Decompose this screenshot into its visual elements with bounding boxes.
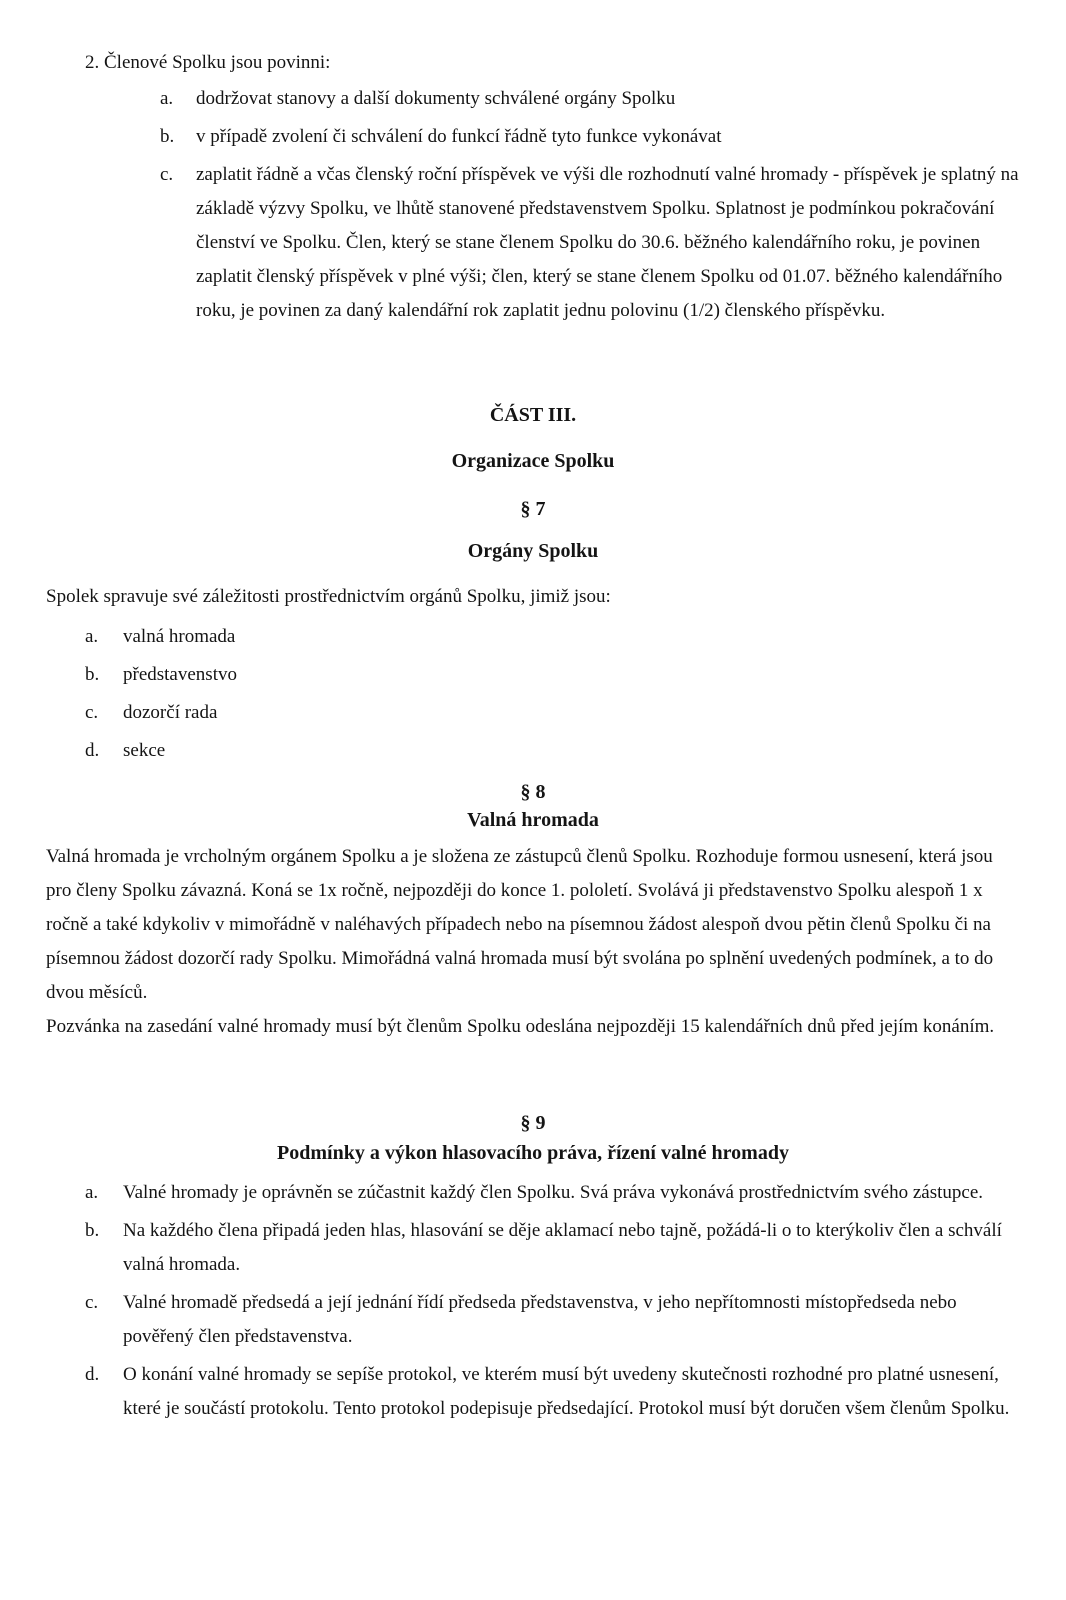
list-item-letter: c.	[160, 164, 174, 185]
section-9-title: Podmínky a výkon hlasovacího práva, řízení valné hromady	[277, 1142, 789, 1164]
list-item	[85, 1176, 1020, 1210]
list-item	[160, 120, 1020, 154]
part-3-subtitle: Organizace Spolku	[451, 450, 615, 472]
list-item-letter: a.	[85, 626, 99, 647]
list-item	[85, 734, 1020, 768]
section-8-paragraph-1: Valná hromada je vrcholným orgánem Spolku a je složena ze zástupců členů Spolku. Rozhoduje formou usnesení, která jsou pro členy Spolku závazná. Koná se 1x ročně, nejpozději do konce 1. pololetí. Svolává ji představenstvo Spolku alespoň 1 x ročně a také kdykoliv v mimořádně v naléhavých případech nebo na písemnou žádost alespoň dvou pětin členů Spolku či na písemnou žádost dozorčí rady Spolku. Mimořádná valná hromada musí být svolána po splnění uvedených podmínek, a to do dvou měsíců.	[46, 846, 994, 1003]
list-item-text: dodržovat stanovy a další dokumenty schválené orgány Spolku	[196, 88, 676, 109]
section-7-number: § 7	[520, 498, 546, 520]
section-9-heading	[46, 1108, 1020, 1168]
section-7-intro: Spolek spravuje své záležitosti prostřednictvím orgánů Spolku, jimiž jsou:	[46, 586, 611, 607]
list-item-text: valná hromada	[123, 626, 236, 647]
section-9-number: § 9	[520, 1112, 546, 1134]
list-item-letter: a.	[160, 88, 174, 109]
section-8-title: Valná hromada	[467, 809, 599, 831]
list-item	[85, 1358, 1020, 1426]
list-item	[160, 82, 1020, 116]
list-item	[160, 158, 1020, 328]
list-item-text: Valné hromadě předsedá a její jednání řídí předseda představenstva, v jeho nepřítomnosti místopředseda nebo pověřený člen představenstva.	[123, 1292, 957, 1347]
list-item-letter: b.	[85, 664, 100, 685]
clause-2-list	[160, 82, 1020, 328]
clause-2-intro: Členové Spolku jsou povinni:	[104, 52, 331, 73]
list-item-text: O konání valné hromady se sepíše protokol, ve kterém musí být uvedeny skutečnosti rozhodné pro platné usnesení, které je součástí protokolu. Tento protokol podepisuje předsedající. Protokol musí být doručen všem členům Spolku.	[123, 1364, 1010, 1419]
list-item-text: v případě zvolení či schválení do funkcí řádně tyto funkce vykonávat	[196, 126, 722, 147]
list-item-text: zaplatit řádně a včas členský roční příspěvek ve výši dle rozhodnutí valné hromady - příspěvek je splatný na základě výzvy Spolku, ve lhůtě stanovené představenstvem Spolku. Splatnost je podmínkou pokračování členství ve Spolku. Člen, který se stane členem Spolku do 30.6. běžného kalendářního roku, je povinen zaplatit členský příspěvek v plné výši; člen, který se stane členem Spolku od 01.07. běžného kalendářního roku, je povinen za daný kalendářní rok zaplatit jednu polovinu (1/2) členského příspěvku.	[196, 164, 1019, 321]
section-8-heading	[46, 778, 1020, 834]
list-item-letter: c.	[85, 1292, 99, 1313]
list-item-text: sekce	[123, 740, 166, 761]
list-item-letter: c.	[85, 702, 99, 723]
list-item-text: představenstvo	[123, 664, 237, 685]
list-item	[85, 1286, 1020, 1354]
list-item	[85, 620, 1020, 654]
clause-2-heading	[85, 46, 1020, 80]
list-item-text: Na každého člena připadá jeden hlas, hlasování se děje aklamací nebo tajně, požádá-li o to kterýkoliv člen a schválí valná hromada.	[123, 1220, 1002, 1275]
list-item-text: dozorčí rada	[123, 702, 218, 723]
clause-2-number: 2.	[85, 52, 100, 73]
list-item-letter: d.	[85, 1364, 100, 1385]
list-item-text: Valné hromady je oprávněn se zúčastnit každý člen Spolku. Svá práva vykonává prostřednictvím svého zástupce.	[123, 1182, 984, 1203]
list-item-letter: a.	[85, 1182, 99, 1203]
list-item-letter: b.	[85, 1220, 100, 1241]
section-7-title: Orgány Spolku	[467, 540, 599, 562]
section-8-number: § 8	[520, 781, 546, 803]
section-8-paragraph-2: Pozvánka na zasedání valné hromady musí být členům Spolku odeslána nejpozději 15 kalendářních dnů před jejím konáním.	[46, 1016, 995, 1037]
section-7-list	[85, 620, 1020, 768]
list-item	[85, 696, 1020, 730]
list-item	[85, 658, 1020, 692]
list-item	[85, 1214, 1020, 1282]
list-item-letter: b.	[160, 126, 175, 147]
list-item-letter: d.	[85, 740, 100, 761]
part-3-title: ČÁST III.	[489, 404, 577, 426]
section-9-list	[85, 1176, 1020, 1426]
